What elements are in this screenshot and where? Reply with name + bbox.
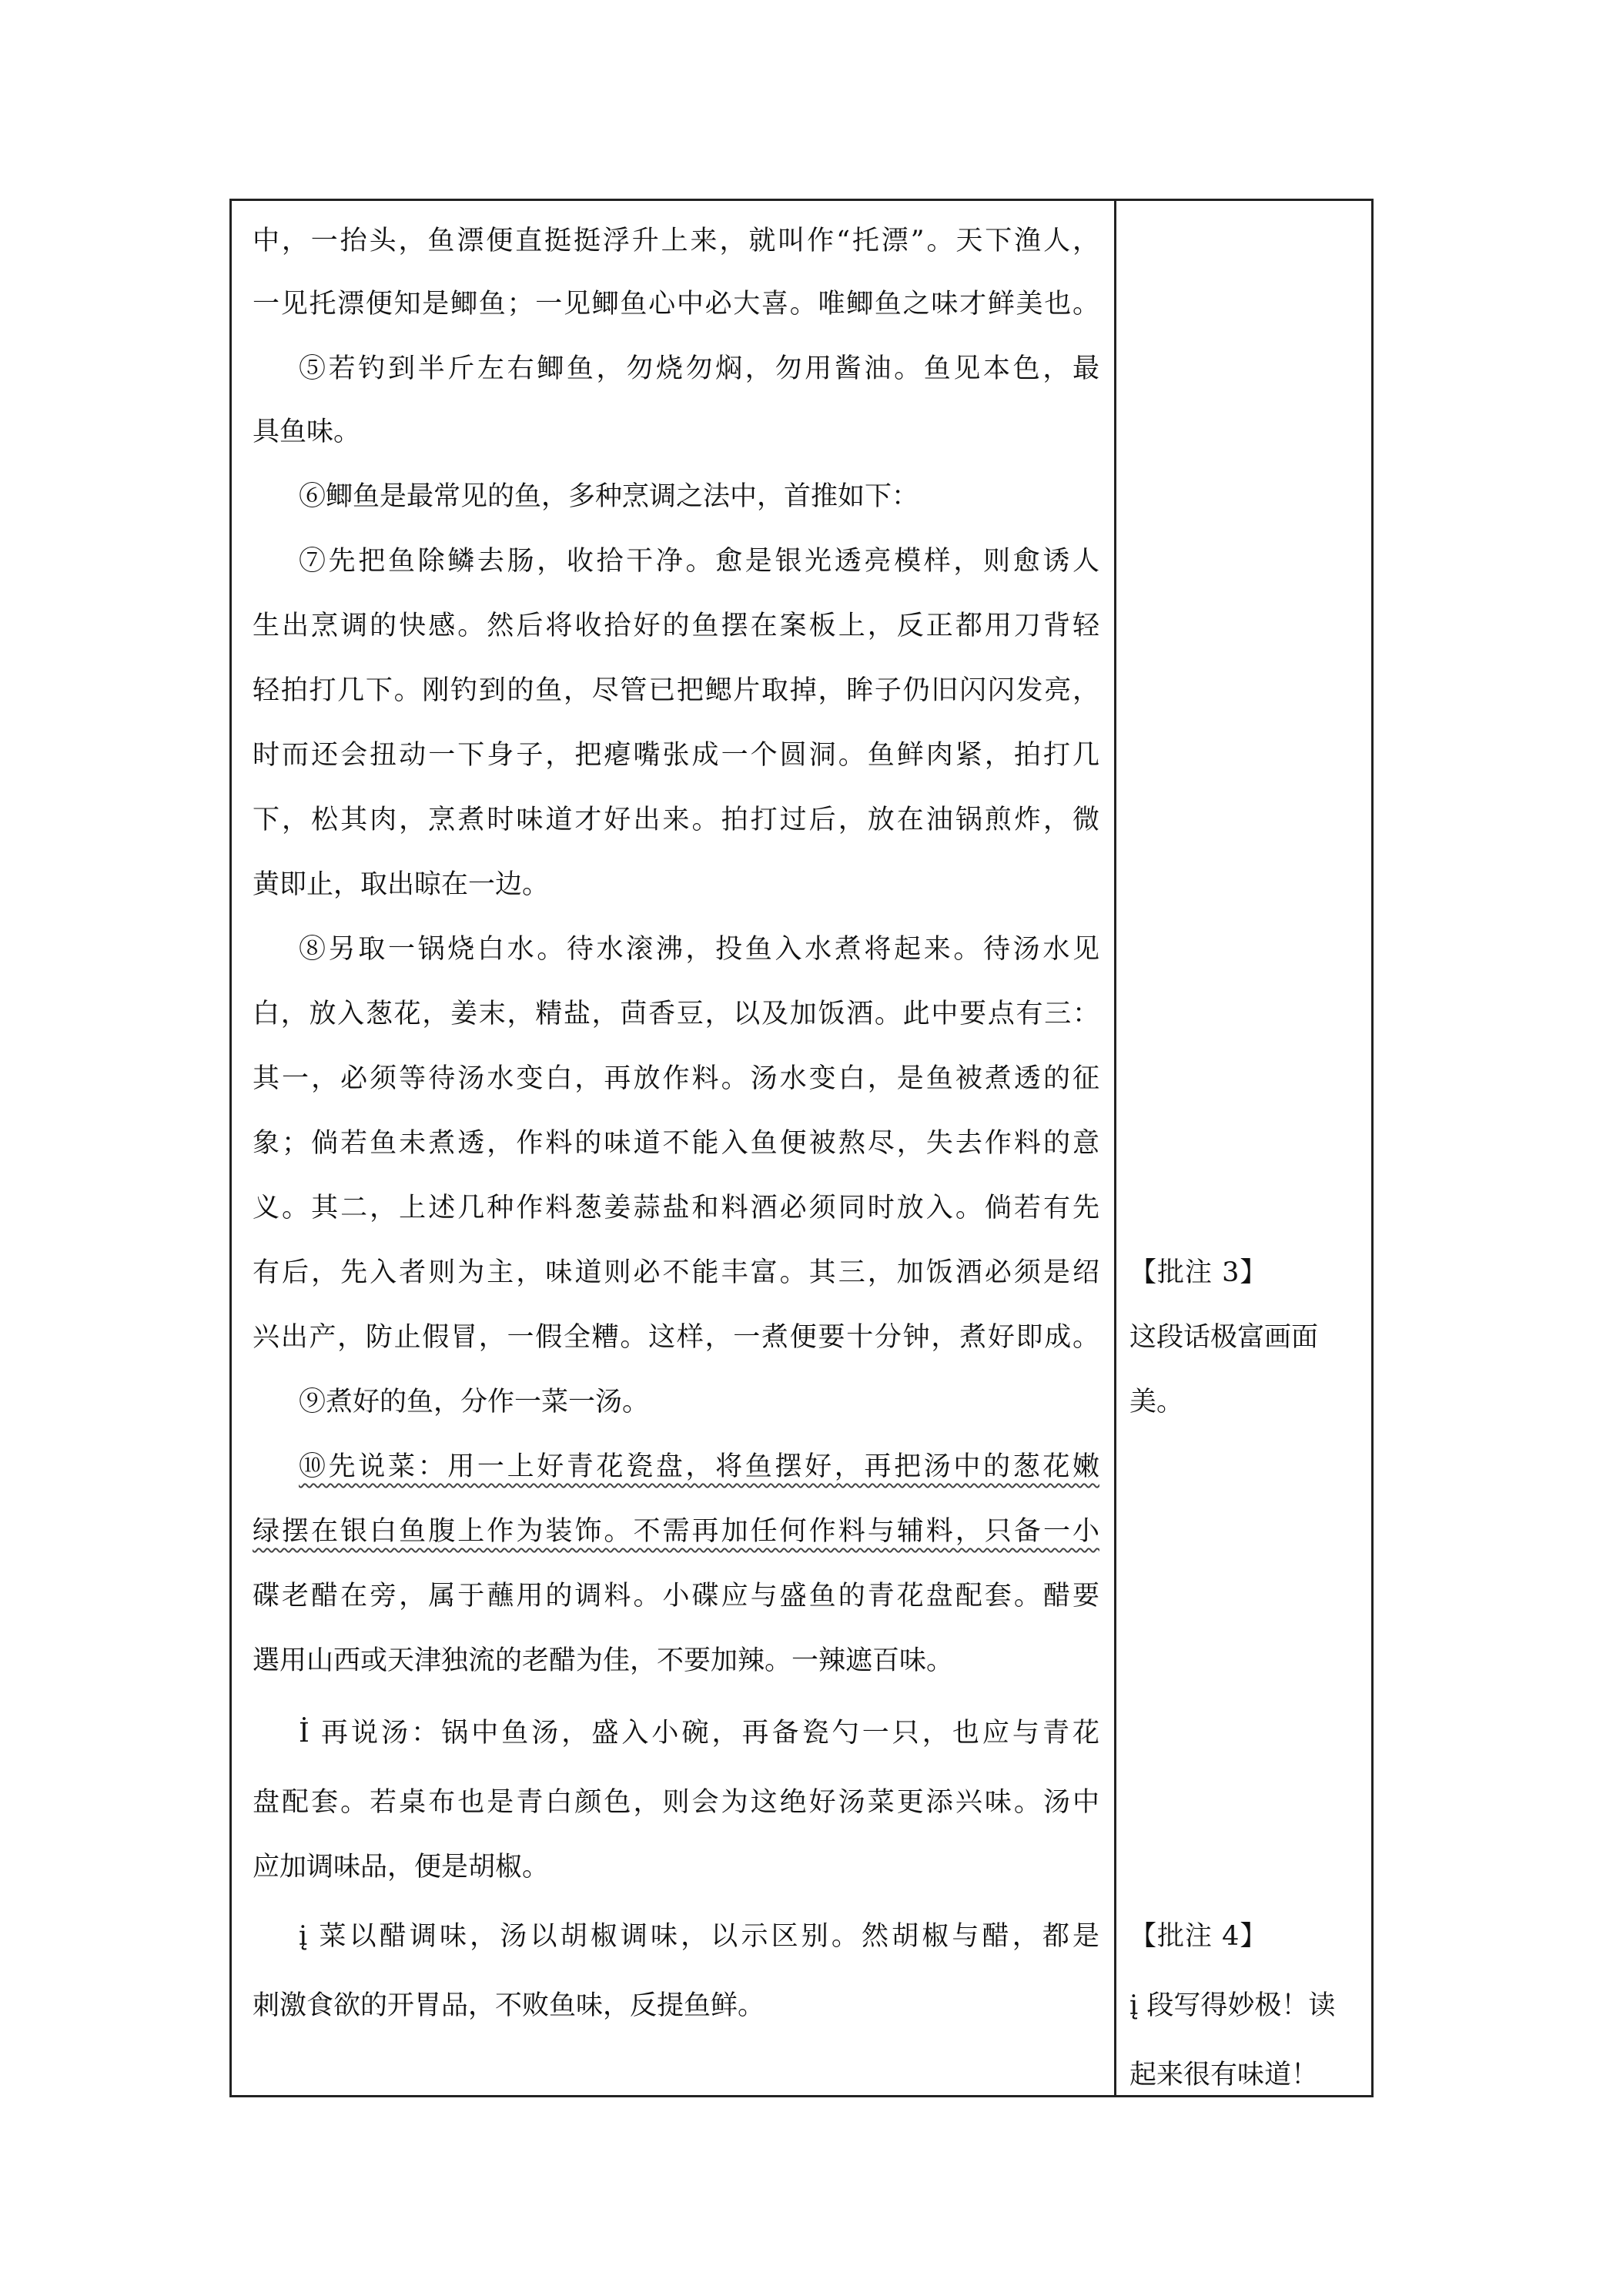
text-line: 轻拍打几下。刚钓到的鱼，尽管已把鳃片取掉，眸子仍旧闪闪发亮，	[253, 675, 1099, 706]
paragraph-9-line: ⑨煮好的鱼，分作一菜一汤。	[299, 1387, 650, 1417]
text-line: 具鱼味。	[253, 417, 361, 447]
paragraph-10-underlined-line: ⑩先说菜：用一上好青花瓷盘，将鱼摆好，再把汤中的葱花嫩	[299, 1451, 1099, 1482]
note-4-text-line: į 段写得妙极！读	[1129, 1990, 1336, 2021]
text-line: 应加调味品，便是胡椒。	[253, 1852, 550, 1883]
text-line: 選用山西或天津独流的老醋为佳，不要加辣。一辣遮百味。	[253, 1645, 954, 1676]
text-line: 碟老醋在旁，属于蘸用的调料。小碟应与盛鱼的青花盘配套。醋要	[253, 1581, 1099, 1612]
text-line: 兴出产，防止假冒，一假全糟。这样，一煮便要十分钟，煮好即成。	[253, 1322, 1099, 1353]
text-line: 下，松其肉，烹煮时味道才好出来。拍打过后，放在油锅煎炸，微	[253, 805, 1099, 835]
text-line: 其一，必须等待汤水变白，再放作料。汤水变白，是鱼被煮透的征	[253, 1063, 1099, 1094]
text-line: 白，放入葱花，姜末，精盐，茴香豆，以及加饭酒。此中要点有三：	[253, 999, 1099, 1029]
annotation-table	[229, 199, 1374, 2097]
text-line: 生出烹调的快感。然后将收拾好的鱼摆在案板上，反正都用刀背轻	[253, 611, 1099, 641]
text-line: 一见托漂便知是鲫鱼；一见鲫鱼心中必大喜。唯鲫鱼之味才鲜美也。	[253, 289, 1099, 320]
paragraph-8-line: ⑧另取一锅烧白水。待水滚沸，投鱼入水煮将起来。待汤水见	[299, 934, 1099, 965]
note-4-text-line: 起来很有味道！	[1129, 2060, 1319, 2090]
paragraph-7-line: ⑦先把鱼除鳞去肠，收拾干净。愈是银光透亮模样，则愈诱人	[299, 546, 1099, 577]
underlined-text-line: 绿摆在银白鱼腹上作为装饰。不需再加任何作料与辅料，只备一小	[253, 1516, 1099, 1547]
text-line: 时而还会扭动一下身子，把瘪嘴张成一个圆洞。鱼鲜肉紧，拍打几	[253, 740, 1099, 771]
text-line: 黄即止，取出晾在一边。	[253, 869, 550, 900]
note-3-text-line: 美。	[1129, 1387, 1184, 1417]
note-3-text-line: 这段话极富画面	[1129, 1322, 1319, 1353]
note-3-label: 【批注 3】	[1129, 1257, 1268, 1288]
text-line: 盘配套。若桌布也是青白颜色，则会为这绝好汤菜更添兴味。汤中	[253, 1787, 1099, 1818]
text-line: 象；倘若鱼未煮透，作料的味道不能入鱼便被熬尽，失去作料的意	[253, 1128, 1099, 1159]
column-divider	[1114, 201, 1116, 2095]
text-line: 刺激食欲的开胃品，不败鱼味，反提鱼鲜。	[253, 1990, 765, 2021]
paragraph-12-line: į 菜以醋调味，汤以胡椒调味，以示区别。然胡椒与醋，都是	[299, 1921, 1099, 1952]
note-4-label: 【批注 4】	[1129, 1921, 1268, 1952]
paragraph-5-line: ⑤若钓到半斤左右鲫鱼，勿烧勿焖，勿用酱油。鱼见本色，最	[299, 353, 1099, 384]
paragraph-6-line: ⑥鲫鱼是最常见的鱼，多种烹调之法中，首推如下：	[299, 481, 919, 512]
paragraph-11-line: İ 再说汤：锅中鱼汤，盛入小碗，再备瓷勺一只，也应与青花	[299, 1718, 1099, 1749]
text-line: 有后，先入者则为主，味道则必不能丰富。其三，加饭酒必须是绍	[253, 1257, 1099, 1288]
text-line: 中，一抬头，鱼漂便直挺挺浮升上来，就叫作“托漂”。天下渔人，	[253, 226, 1099, 256]
text-line: 义。其二，上述几种作料葱姜蒜盐和料酒必须同时放入。倘若有先	[253, 1193, 1099, 1223]
